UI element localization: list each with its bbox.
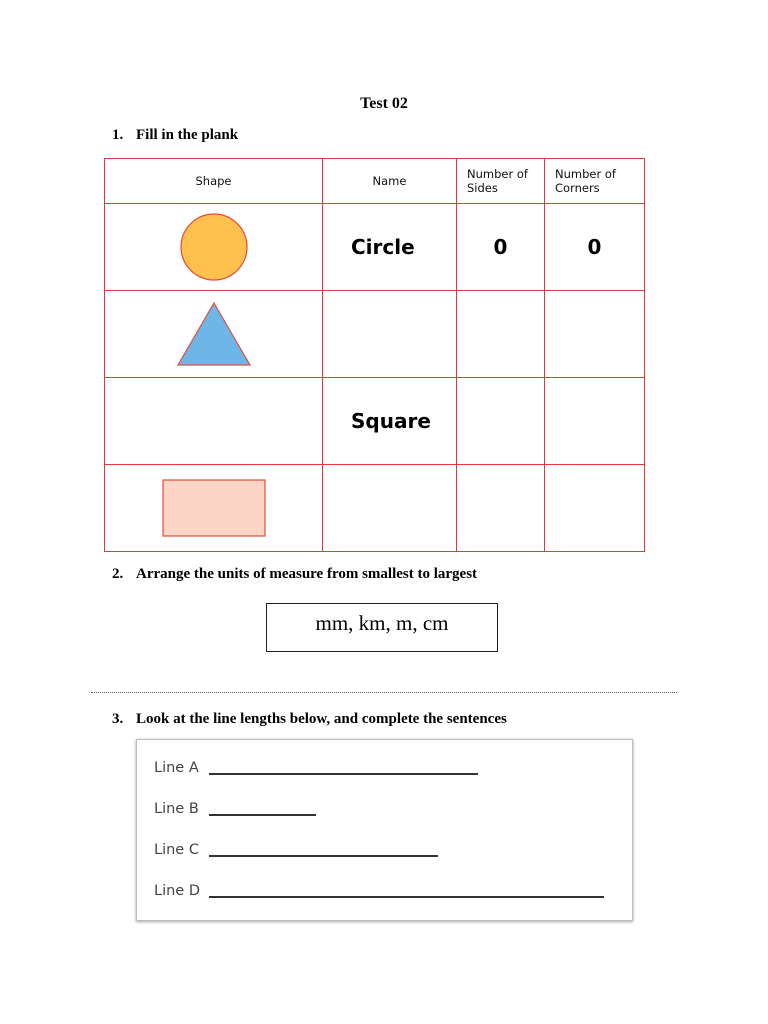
- shape-cell-rectangle: [105, 465, 323, 552]
- name-cell[interactable]: Square: [323, 378, 457, 465]
- triangle-shape-icon: [176, 301, 252, 367]
- corners-cell[interactable]: [545, 291, 645, 378]
- header-sides: Number of Sides: [457, 159, 545, 204]
- question-text: Fill in the plank: [136, 127, 239, 143]
- dotted-divider: [91, 692, 677, 693]
- name-cell[interactable]: [323, 291, 457, 378]
- question-text: Look at the line lengths below, and complete the sentences: [136, 711, 507, 727]
- line-label: Line B: [154, 801, 199, 817]
- line-label: Line D: [154, 883, 200, 899]
- line-lengths-figure: [136, 739, 633, 921]
- corners-cell[interactable]: [545, 465, 645, 552]
- table-row: [105, 204, 645, 291]
- line-segment: [209, 814, 316, 816]
- question-3: [112, 711, 507, 728]
- header-name: Name: [323, 159, 457, 204]
- name-cell[interactable]: Circle: [323, 204, 457, 291]
- header-shape: Shape: [105, 159, 323, 204]
- line-label: Line C: [154, 842, 199, 858]
- question-text: Arrange the units of measure from smallest to largest: [136, 566, 478, 582]
- table-row: [105, 291, 645, 378]
- sides-cell[interactable]: 0: [457, 204, 545, 291]
- rectangle-shape-icon: [162, 479, 266, 537]
- shape-cell-empty[interactable]: [105, 378, 323, 465]
- corners-cell[interactable]: [545, 378, 645, 465]
- circle-shape-icon: [179, 212, 249, 282]
- sides-cell[interactable]: [457, 378, 545, 465]
- header-corners: Number of Corners: [545, 159, 645, 204]
- question-number: 2.: [112, 566, 124, 582]
- question-1: [112, 127, 238, 144]
- table-row: [105, 465, 645, 552]
- page-title: Test 02: [360, 95, 408, 112]
- line-segment: [209, 773, 478, 775]
- table-header-row: [105, 159, 645, 204]
- line-segment: [209, 855, 438, 857]
- line-segment: [209, 896, 604, 898]
- question-2: [112, 566, 477, 583]
- name-cell[interactable]: [323, 465, 457, 552]
- shapes-table: [104, 158, 645, 552]
- sides-cell[interactable]: [457, 291, 545, 378]
- question-number: 1.: [112, 127, 124, 143]
- shape-cell-triangle: [105, 291, 323, 378]
- shape-cell-circle: [105, 204, 323, 291]
- units-box: mm, km, m, cm: [266, 603, 498, 652]
- table-row: [105, 378, 645, 465]
- line-label: Line A: [154, 760, 199, 776]
- sides-cell[interactable]: [457, 465, 545, 552]
- question-number: 3.: [112, 711, 124, 727]
- corners-cell[interactable]: 0: [545, 204, 645, 291]
